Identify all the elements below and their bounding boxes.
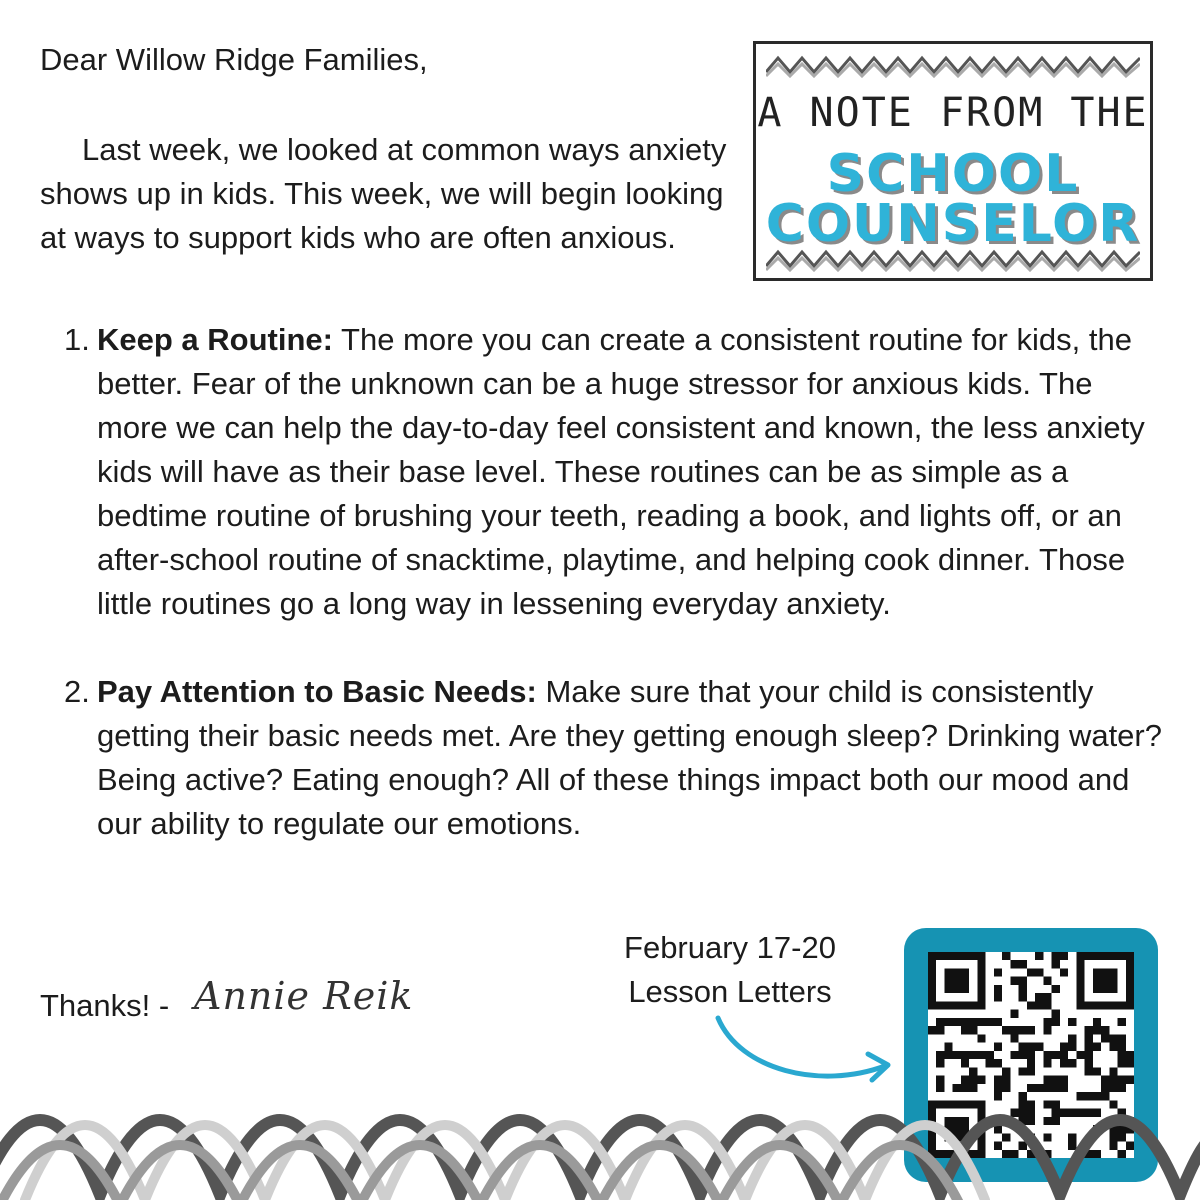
qr-caption-line-1: February 17-20 [624,930,836,965]
greeting: Dear Willow Ridge Families, [40,42,428,77]
decorative-wave-border-icon [0,1075,1200,1200]
intro-paragraph [40,128,740,260]
qr-caption-line-2: Lesson Letters [628,974,832,1009]
signature: Annie Reik [194,974,414,1018]
zigzag-border-icon [766,50,1140,78]
list-item [60,318,1170,626]
intro-text: Last week, we looked at common ways anxiety shows up in kids. This week, we will begin looking at ways to support kids who are often anxious. [40,132,727,255]
badge-line-3: COUNSELOR [765,194,1141,254]
list-item-title: Pay Attention to Basic Needs: [97,674,537,709]
zigzag-border-icon [766,244,1140,272]
list-item-number: 2. [64,674,90,709]
qr-caption [600,926,860,1014]
list-item-body: The more you can create a consistent routine for kids, the better. Fear of the unknown can be a huge stressor for anxious kids. The more we can help the day-to-day feel consistent and known, the less anxiety kids will have as their base level. These routines can be as simple as a bedtime routine of brushing your teeth, reading a book, and lights off, or an after-school routine of snacktime, playtime, and helping cook dinner. Those little routines go a long way in lessening everyday anxiety. [97,322,1145,621]
list-item-number: 1. [64,322,90,357]
list-item-body: Make sure that your child is consistently getting their basic needs met. Are they getting enough sleep? Drinking water? Being active? Eating enough? All of these things impact both our mood and our ability to regulate our emotions. [97,674,1162,841]
note-from-counselor-badge [753,41,1153,281]
tips-list [60,318,1170,846]
badge-line-2: SCHOOL [826,144,1080,204]
badge-line-1: A NOTE FROM THE [757,90,1149,136]
closing: Thanks! - [40,988,170,1023]
list-item-title: Keep a Routine: [97,322,333,357]
list-item [60,670,1170,846]
